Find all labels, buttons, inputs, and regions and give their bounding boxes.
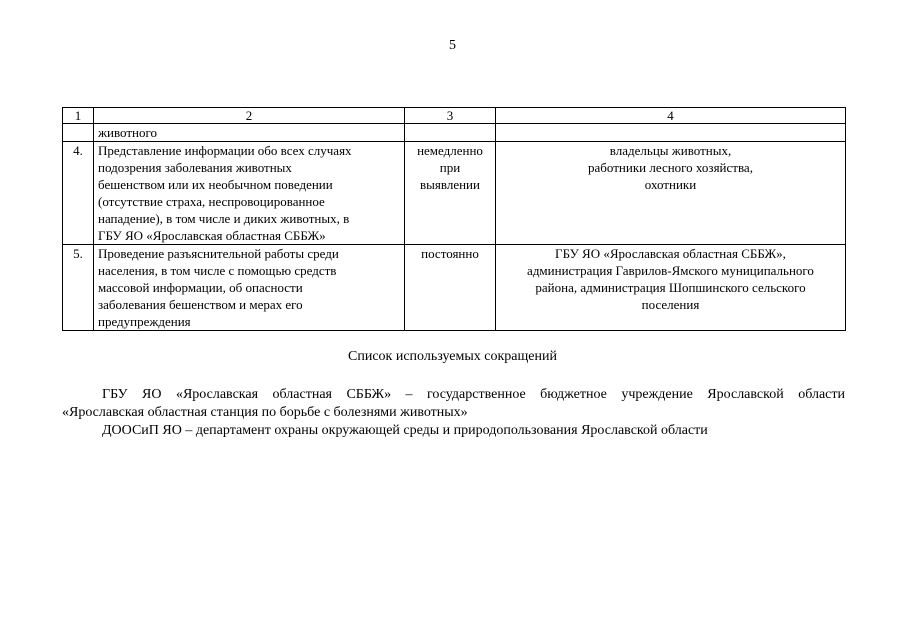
action-line: заболевания бешенством и мерах его — [98, 297, 303, 312]
abbreviation-line: ДООСиП ЯО – департамент охраны окружающей среды и природопользования Ярославской области — [102, 423, 708, 438]
abbreviations-title: Список используемых сокращений — [348, 349, 557, 364]
action-line: подозрения заболевания животных — [98, 160, 292, 175]
page-number: 5 — [449, 38, 456, 53]
cell-term — [405, 245, 496, 331]
abbreviation-item — [62, 422, 845, 440]
header-col-1: 1 — [63, 108, 94, 124]
header-col-3: 3 — [405, 108, 496, 124]
table-row — [63, 142, 846, 245]
measures-table — [62, 107, 846, 331]
abbreviation-line: ГБУ ЯО «Ярославская областная СББЖ» – государственное бюджетное учреждение Ярославской области — [102, 387, 845, 402]
cell-action: животного — [94, 124, 405, 142]
responsible-line: работники лесного хозяйства, — [588, 160, 753, 175]
action-line: Проведение разъяснительной работы среди — [98, 246, 339, 261]
action-line: Представление информации обо всех случаях — [98, 143, 352, 158]
cell-num: 5. — [63, 245, 94, 331]
cell-term — [405, 124, 496, 142]
responsible-line: поселения — [641, 297, 700, 312]
term-line: немедленно — [417, 143, 483, 158]
action-line: населения, в том числе с помощью средств — [98, 263, 337, 278]
action-line: массовой информации, об опасности — [98, 280, 303, 295]
action-line: ГБУ ЯО «Ярославская областная СББЖ» — [98, 228, 326, 243]
cell-responsible — [496, 245, 846, 331]
cell-num — [63, 124, 94, 142]
cell-responsible — [496, 142, 846, 245]
term-line: постоянно — [421, 246, 479, 261]
table-row-continuation — [63, 124, 846, 142]
responsible-line: ГБУ ЯО «Ярославская областная СББЖ», — [555, 246, 786, 261]
responsible-line: администрация Гаврилов-Ямского муниципального — [527, 263, 814, 278]
cell-action — [94, 245, 405, 331]
action-line: нападение), в том числе и диких животных, в — [98, 211, 350, 226]
abbreviation-line: «Ярославская областная станция по борьбе с болезнями животных» — [62, 405, 468, 420]
cell-action — [94, 142, 405, 245]
responsible-line: владельцы животных, — [609, 143, 732, 158]
abbreviation-item — [62, 386, 845, 422]
action-line: предупреждения — [98, 314, 191, 329]
cell-num: 4. — [63, 142, 94, 245]
responsible-line: района, администрация Шопшинского сельского — [535, 280, 806, 295]
responsible-line: охотники — [644, 177, 697, 192]
term-line: выявлении — [420, 177, 480, 192]
header-col-2: 2 — [94, 108, 405, 124]
header-col-4: 4 — [496, 108, 846, 124]
action-line: бешенством или их необычном поведении — [98, 177, 333, 192]
table-row — [63, 245, 846, 331]
cell-responsible — [496, 124, 846, 142]
term-line: при — [439, 160, 461, 175]
table-header-row — [63, 108, 846, 124]
cell-term — [405, 142, 496, 245]
action-line: (отсутствие страха, неспровоцированное — [98, 194, 325, 209]
